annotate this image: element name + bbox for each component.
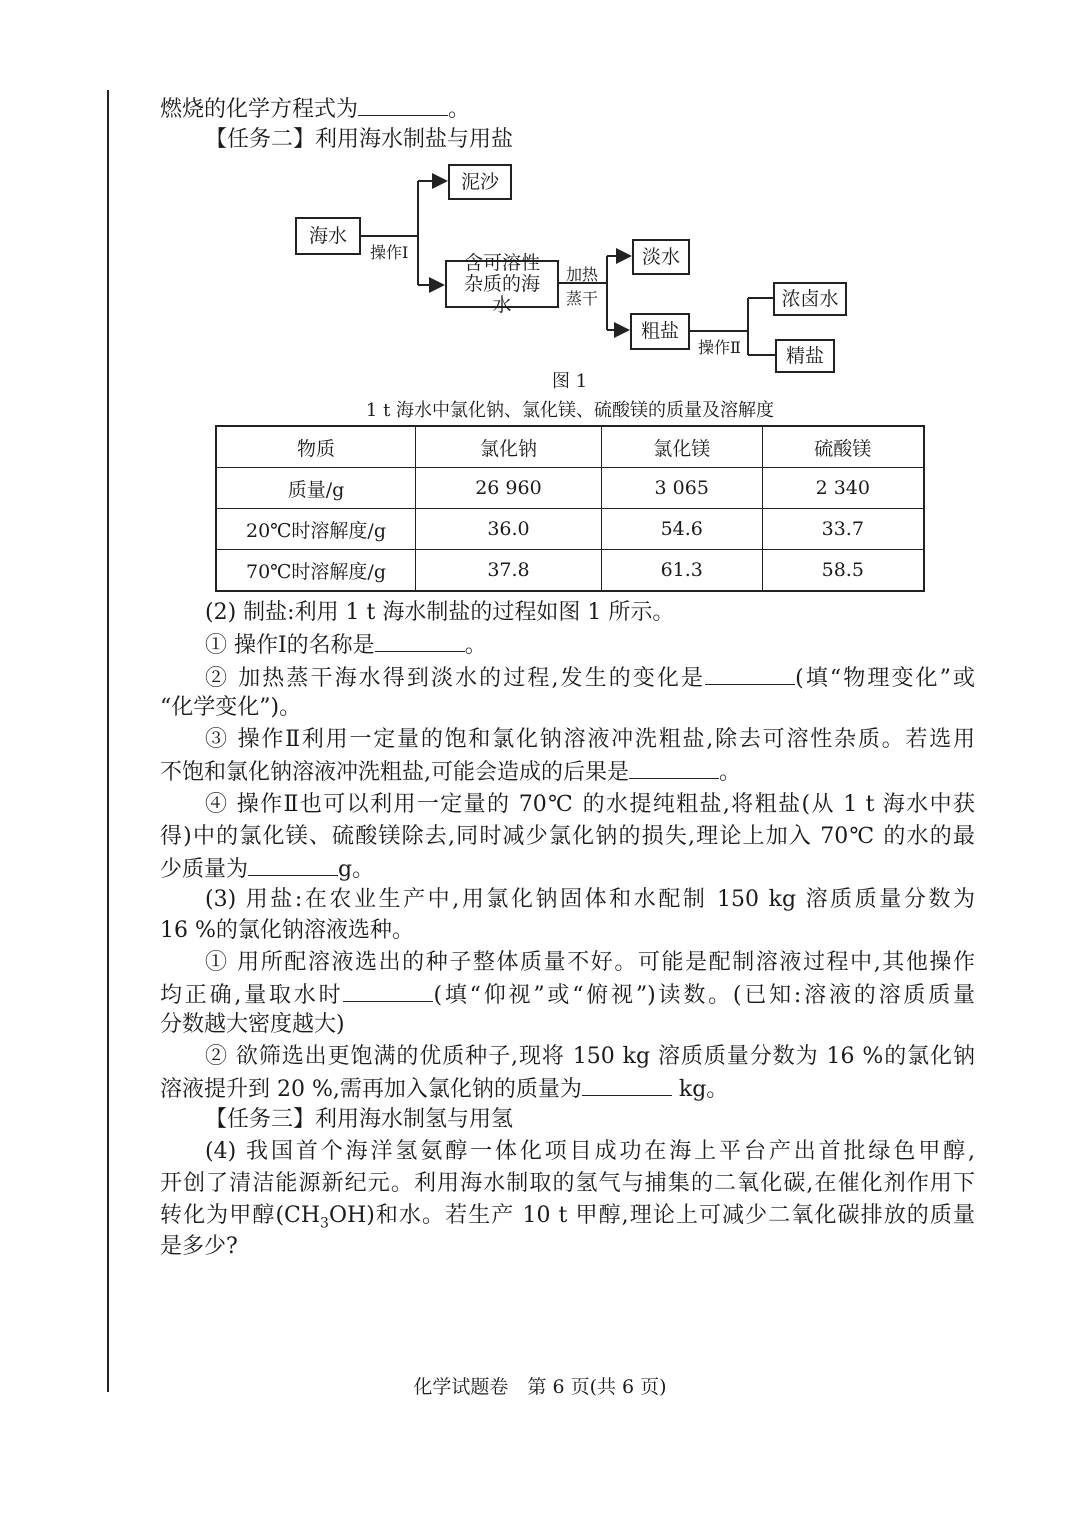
text-segment: (填“物理变化”或 — [795, 666, 975, 691]
text-segment: ② 加热蒸干海水得到淡水的过程,发生的变化是 — [205, 666, 706, 691]
box-seawater: 海水 — [295, 217, 361, 255]
data-table — [215, 425, 925, 592]
text-segment: 分数越大密度越大) — [160, 1012, 345, 1037]
text-line — [205, 725, 975, 755]
box-crude-salt: 粗盐 — [630, 313, 690, 350]
label-heat: 加热 — [566, 265, 599, 284]
table-cell: 20℃时溶解度/g — [216, 509, 416, 550]
text-line — [205, 885, 975, 915]
text-segment: 转化为甲醇(CH — [160, 1203, 321, 1228]
table-cell: 58.5 — [762, 550, 924, 592]
text-line — [205, 1042, 975, 1072]
text-segment: ④ 操作Ⅱ也可以利用一定量的 70℃ 的水提纯粗盐,将粗盐(从 1 t 海水中获 — [205, 792, 975, 817]
table-row — [216, 468, 924, 509]
text-segment: 。 — [448, 97, 471, 122]
text-segment: 16 %的氯化钠溶液选种。 — [160, 918, 414, 943]
answer-blank[interactable] — [582, 1073, 672, 1096]
table-header-row — [216, 426, 924, 468]
table-cell: 61.3 — [601, 550, 762, 592]
label-evaporate: 蒸干 — [566, 289, 599, 308]
text-line — [160, 1010, 975, 1040]
answer-blank[interactable] — [375, 629, 465, 652]
table-cell: 26 960 — [416, 468, 602, 509]
text-line — [160, 979, 975, 1011]
text-line — [160, 1073, 975, 1105]
text-line — [205, 790, 975, 820]
box-brine: 浓卤水 — [773, 282, 847, 316]
header-cell: 氯化镁 — [601, 426, 762, 468]
answer-blank[interactable] — [248, 853, 338, 876]
text-segment: (3) 用盐:在农业生产中,用氯化钠固体和水配制 150 kg 溶质质量分数为 — [205, 887, 975, 912]
text-segment: 少质量为 — [160, 857, 249, 882]
text-segment: 均正确,量取水时 — [160, 983, 344, 1008]
label-op2: 操作Ⅱ — [698, 338, 741, 357]
figure-caption: 图 1 — [552, 371, 588, 392]
box-refined-salt: 精盐 — [775, 339, 835, 373]
text-segment: ① 用所配溶液选出的种子整体质量不好。可能是配制溶液过程中,其他操作 — [205, 950, 975, 975]
text-segment: 溶液提升到 20 %,需再加入氯化钠的质量为 — [160, 1077, 582, 1102]
table-title: 1 t 海水中氯化钠、氯化镁、硫酸镁的质量及溶解度 — [365, 400, 775, 421]
table-row — [216, 509, 924, 550]
impure-seawater-label: 含可溶性杂质的海水 — [463, 251, 540, 316]
text-segment: ① 操作Ⅰ的名称是 — [205, 633, 375, 658]
box-impure-seawater — [445, 251, 559, 316]
page-footer: 化学试题卷 第 6 页(共 6 页) — [413, 1376, 667, 1398]
diagram-connectors — [0, 0, 1080, 400]
text-segment: 燃烧的化学方程式为 — [160, 97, 359, 122]
text-line — [205, 1137, 975, 1167]
text-segment: “化学变化”)。 — [160, 695, 302, 720]
text-line — [160, 916, 975, 946]
text-line — [160, 853, 975, 885]
text-segment: 【任务二】利用海水制盐与用盐 — [205, 127, 514, 152]
answer-blank[interactable] — [705, 662, 795, 685]
answer-blank[interactable] — [343, 979, 433, 1002]
text-line — [205, 629, 975, 661]
text-segment: kg。 — [671, 1077, 729, 1102]
text-line — [205, 948, 975, 978]
text-segment: 不饱和氯化钠溶液冲洗粗盐,可能会造成的后果是 — [160, 760, 629, 785]
table-cell: 质量/g — [216, 468, 416, 509]
text-segment: 得)中的氯化镁、硫酸镁除去,同时减少氯化钠的损失,理论上加入 70℃ 的水的最 — [160, 824, 975, 849]
box-silt: 泥沙 — [448, 164, 512, 200]
header-cell: 氯化钠 — [416, 426, 602, 468]
text-line — [205, 1105, 975, 1135]
text-segment: 开创了清洁能源新纪元。利用海水制取的氢气与捕集的二氧化碳,在催化剂作用下 — [160, 1171, 975, 1196]
table-cell: 33.7 — [762, 509, 924, 550]
text-segment: 是多少? — [160, 1234, 238, 1259]
table-cell: 54.6 — [601, 509, 762, 550]
text-segment: 【任务三】利用海水制氢与用氢 — [205, 1107, 514, 1132]
text-segment: (2) 制盐:利用 1 t 海水制盐的过程如图 1 所示。 — [205, 600, 675, 625]
table-cell: 3 065 — [601, 468, 762, 509]
subscript: 3 — [320, 1215, 329, 1232]
text-segment: ③ 操作Ⅱ利用一定量的饱和氯化钠溶液冲洗粗盐,除去可溶性杂质。若选用 — [205, 727, 975, 752]
answer-blank[interactable] — [629, 756, 719, 779]
text-segment: g。 — [338, 857, 375, 882]
table-cell: 2 340 — [762, 468, 924, 509]
text-line — [160, 822, 975, 852]
text-line — [160, 1169, 975, 1199]
text-line — [205, 662, 975, 694]
table-cell: 70℃时溶解度/g — [216, 550, 416, 592]
text-line — [205, 598, 975, 628]
table-cell: 37.8 — [416, 550, 602, 592]
text-line — [160, 693, 975, 723]
text-line — [160, 756, 975, 788]
text-segment: 。 — [719, 760, 742, 785]
header-cell: 硫酸镁 — [762, 426, 924, 468]
label-op1: 操作Ⅰ — [370, 243, 409, 262]
text-segment: 。 — [464, 633, 487, 658]
text-line — [160, 1232, 975, 1262]
text-segment: (4) 我国首个海洋氢氨醇一体化项目成功在海上平台产出首批绿色甲醇, — [205, 1139, 975, 1164]
text-segment: ② 欲筛选出更饱满的优质种子,现将 150 kg 溶质质量分数为 16 %的氯化钠 — [205, 1044, 975, 1069]
table-cell: 36.0 — [416, 509, 602, 550]
table-row — [216, 550, 924, 592]
box-fresh-water: 淡水 — [632, 239, 690, 275]
header-cell: 物质 — [216, 426, 416, 468]
text-segment: OH)和水。若生产 10 t 甲醇,理论上可减少二氧化碳排放的质量 — [328, 1203, 975, 1228]
text-segment: (填“仰视”或“俯视”)读数。(已知:溶液的溶质质量 — [433, 983, 976, 1008]
